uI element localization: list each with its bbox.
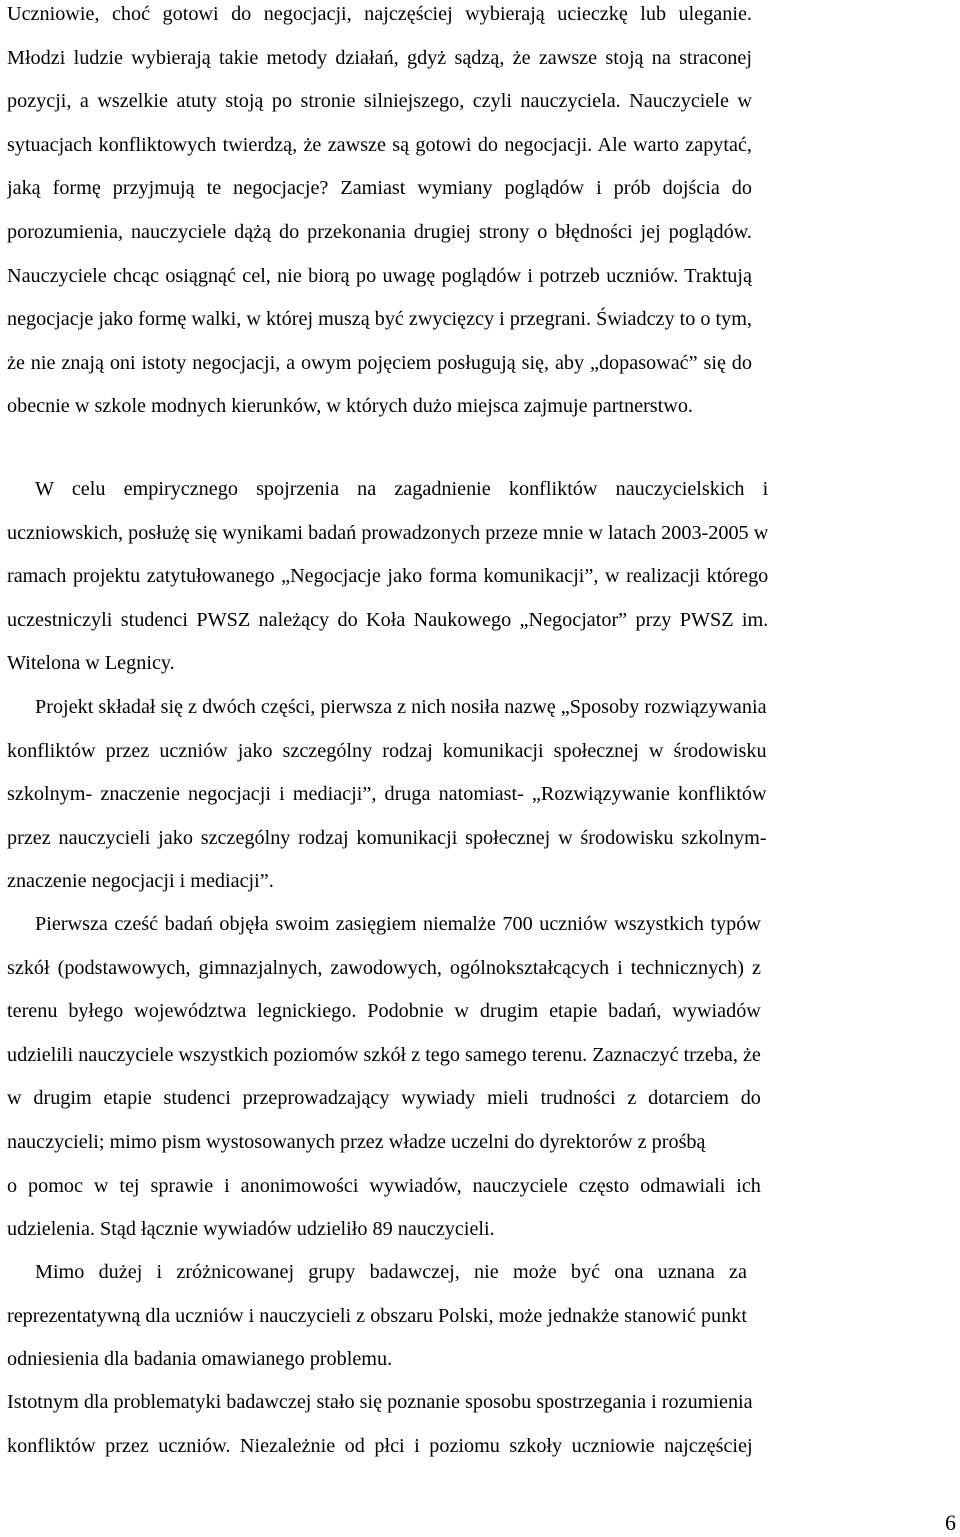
paragraph-2	[7, 468, 768, 686]
text-line: odniesienia dla badania omawianego problemu.	[7, 1348, 393, 1371]
text-line: ramach projektu zatytułowanego „Negocjacje jako forma komunikacji”, w realizacji którego	[7, 565, 769, 588]
text-line: przez nauczycieli jako szczególny rodzaj komunikacji społecznej w środowisku szkolnym-	[7, 826, 767, 849]
text-line: Nauczyciele chcąc osiągnąć cel, nie biorą po uwagę poglądów i potrzeb uczniów. Traktują	[7, 264, 752, 287]
paragraph-1	[7, 0, 752, 429]
text-line: W celu empirycznego spojrzenia na zagadnienie konfliktów nauczycielskich i	[35, 478, 769, 500]
text-line: reprezentatywną dla uczniów i nauczycieli z obszaru Polski, może jednakże stanowić punkt	[7, 1304, 747, 1327]
text-line: obecnie w szkole modnych kierunków, w których dużo miejsca zajmuje partnerstwo.	[7, 395, 693, 418]
text-line: Mimo dużej i zróżnicowanej grupy badawczej, nie może być ona uznana za	[35, 1261, 747, 1283]
text-line: udzielenia. Stąd łącznie wywiadów udzieliło 89 nauczycieli.	[7, 1218, 495, 1241]
text-line: pozycji, a wszelkie atuty stoją po stronie silniejszego, czyli nauczyciela. Nauczyciele w	[7, 90, 752, 113]
text-line: w drugim etapie studenci przeprowadzający wywiady mieli trudności z dotarciem do	[7, 1087, 761, 1110]
text-line: Projekt składał się z dwóch części, pierwsza z nich nosiła nazwę „Sposoby rozwiązywania	[35, 696, 767, 718]
text-line: negocjacje jako formę walki, w której muszą być zwycięzcy i przegrani. Świadczy to o tym,	[7, 308, 752, 331]
paragraph-4	[7, 903, 761, 1252]
text-line: Uczniowie, choć gotowi do negocjacji, najczęściej wybierają ucieczkę lub uleganie.	[7, 3, 752, 25]
text-line: sytuacjach konfliktowych twierdzą, że zawsze są gotowi do negocjacji. Ale warto zapytać,	[7, 133, 752, 156]
paragraph-6	[7, 1381, 753, 1468]
text-line: Pierwsza cześć badań objęła swoim zasięgiem niemalże 700 uczniów wszystkich typów	[35, 913, 761, 935]
text-line: uczniowskich, posłużę się wynikami badań prowadzonych przeze mnie w latach 2003-2005 w	[7, 521, 769, 544]
text-line: jaką formę przyjmują te negocjacje? Zamiast wymiany poglądów i prób dojścia do	[7, 177, 752, 200]
text-line: szkół (podstawowych, gimnazjalnych, zawodowych, ogólnokształcących i technicznych) z	[7, 956, 761, 979]
text-line: terenu byłego województwa legnickiego. Podobnie w drugim etapie badań, wywiadów	[7, 1000, 761, 1023]
text-line: Witelona w Legnicy.	[7, 652, 175, 675]
text-line: udzielili nauczyciele wszystkich poziomów szkół z tego samego terenu. Zaznaczyć trzeba, że	[7, 1043, 761, 1066]
text-line: porozumienia, nauczyciele dążą do przekonania drugiej strony o błędności jej poglądów.	[7, 220, 752, 243]
text-line: o pomoc w tej sprawie i anonimowości wywiadów, nauczyciele często odmawiali ich	[7, 1174, 761, 1197]
text-line: szkolnym- znaczenie negocjacji i mediacji”, druga natomiast- „Rozwiązywanie konfliktów	[7, 783, 767, 806]
text-line: że nie znają oni istoty negocjacji, a owym pojęciem posługują się, aby „dopasować” się do	[7, 351, 752, 374]
text-line: uczestniczyli studenci PWSZ należący do Koła Naukowego „Negocjator” przy PWSZ im.	[7, 608, 769, 631]
text-line: Istotnym dla problematyki badawczej stało się poznanie sposobu spostrzegania i rozumienia	[7, 1391, 753, 1413]
text-line: konfliktów przez uczniów jako szczególny rodzaj komunikacji społecznej w środowisku	[7, 739, 767, 762]
text-line: znaczenie negocjacji i mediacji”.	[7, 870, 274, 893]
paragraph-3	[7, 686, 767, 904]
text-line: nauczycieli; mimo pism wystosowanych przez władze uczelni do dyrektorów z prośbą	[7, 1130, 706, 1153]
text-line: konfliktów przez uczniów. Niezależnie od płci i poziomu szkoły uczniowie najczęściej	[7, 1434, 753, 1457]
paragraph-5	[7, 1251, 747, 1382]
text-line: Młodzi ludzie wybierają takie metody działań, gdyż sądzą, że zawsze stoją na straconej	[7, 46, 752, 69]
page-number: 6	[945, 1510, 956, 1535]
